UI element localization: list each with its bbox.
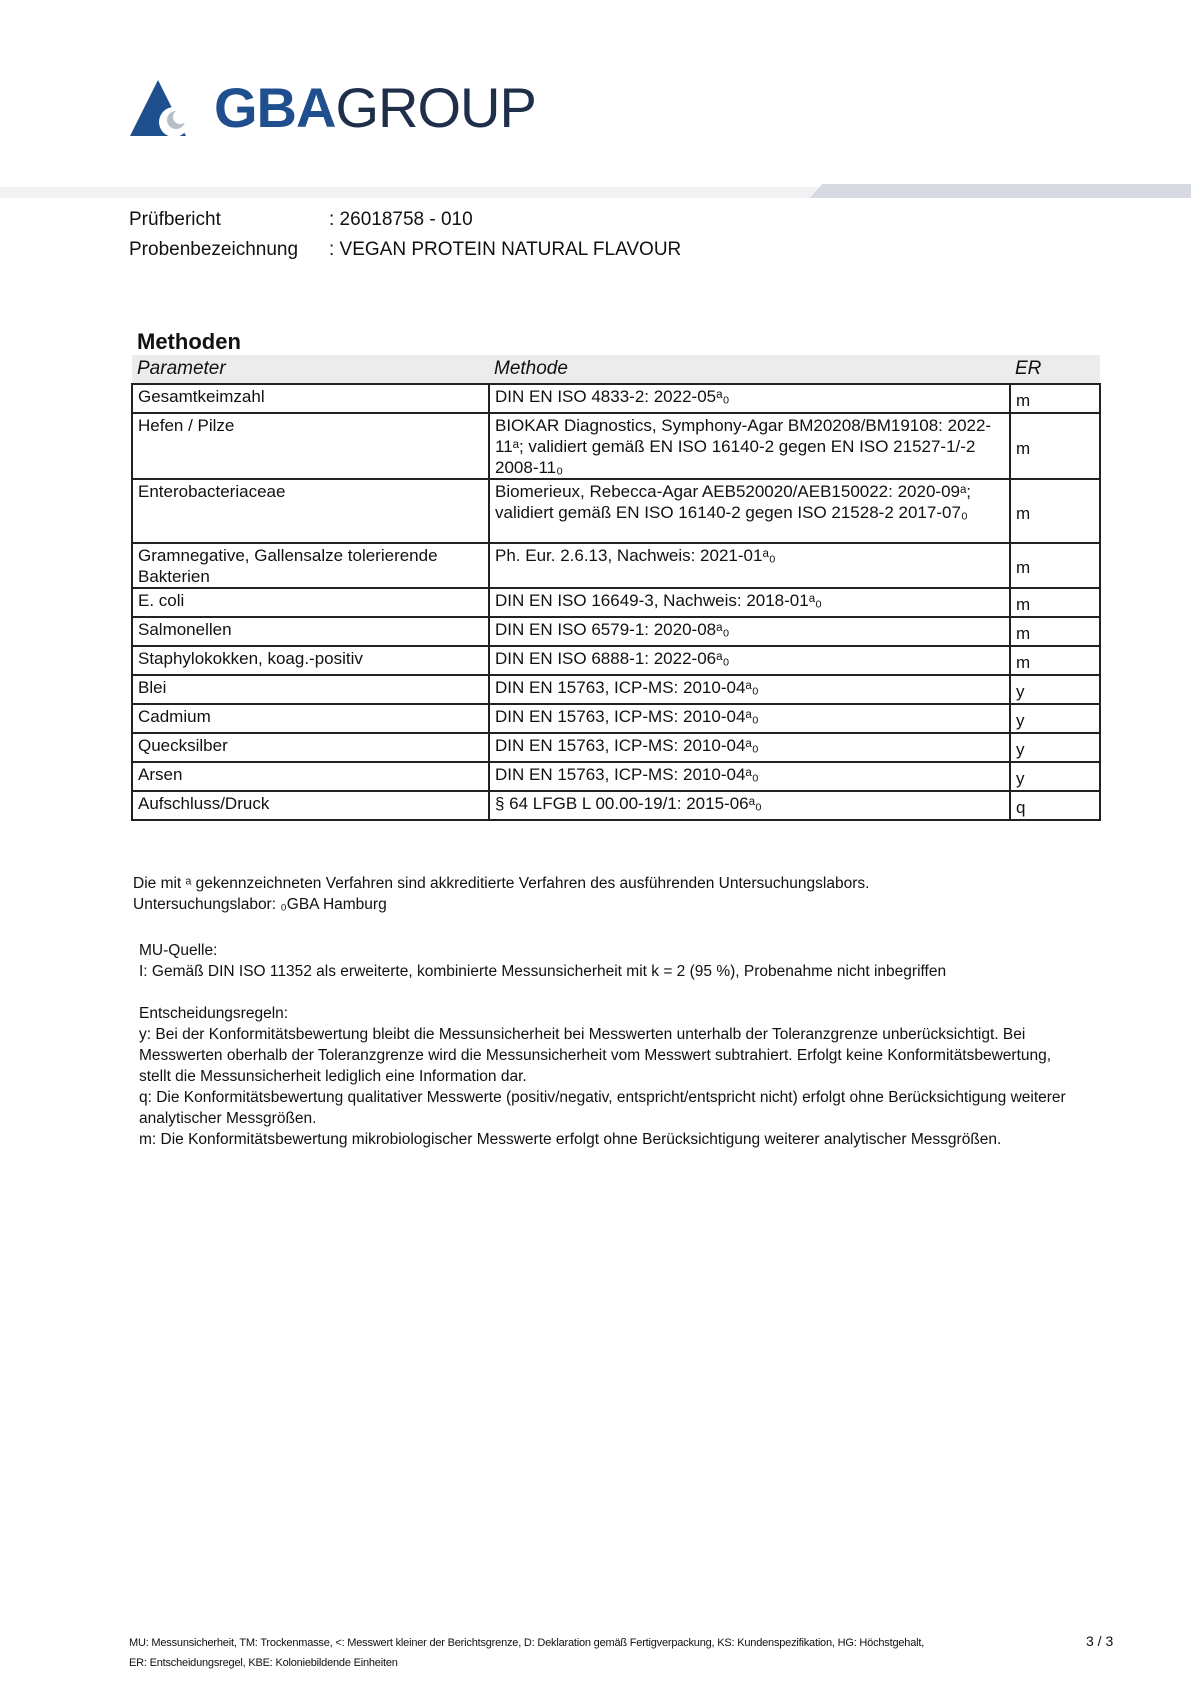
report-number-row <box>129 208 473 232</box>
header-divider-band <box>0 184 1191 198</box>
method-cell: DIN EN 15763, ICP-MS: 2010-04ᵃ₀ <box>489 733 1010 762</box>
table-row <box>132 675 1100 704</box>
er-cell: y <box>1010 704 1100 733</box>
parameter-cell: Gesamtkeimzahl <box>132 384 489 413</box>
table-row <box>132 704 1100 733</box>
footer-line-1: MU: Messunsicherheit, TM: Trockenmasse, <: Messwert kleiner der Berichtsgrenze, D: Deklaration gemäß Fertigverpackung, KS: Kundenspezifikation, HG: Höchstgehalt, <box>129 1637 925 1649</box>
table-row <box>132 791 1100 820</box>
method-cell: DIN EN ISO 4833-2: 2022-05ᵃ₀ <box>489 384 1010 413</box>
methods-table-wrap <box>131 355 1099 821</box>
method-cell: Biomerieux, Rebecca-Agar AEB520020/AEB150022: 2020-09ᵃ; validiert gemäß EN ISO 16140-2 gegen ISO 21528-2 2017-07₀ <box>489 479 1010 543</box>
decision-rule-y: y: Bei der Konformitätsbewertung bleibt die Messunsicherheit bei Messwerten unterhalb der Toleranzgrenze unberücksichtigt. Bei Messwerten oberhalb der Toleranzgrenze wird die Messunsicherheit vom Messwert subtrahiert. Erfolgt keine Konformitätsbewertung, stellt die Messunsicherheit lediglich eine Information dar. <box>139 1026 1052 1085</box>
accreditation-note: Die mit ᵃ gekennzeichneten Verfahren sind akkreditierte Verfahren des ausführenden Untersuchungslabors. <box>133 875 870 892</box>
table-row <box>132 384 1100 413</box>
footer-line-2: ER: Entscheidungsregel, KBE: Koloniebildende Einheiten <box>129 1657 398 1669</box>
footer-abbreviations <box>129 1633 1029 1673</box>
page-number: 3 / 3 <box>1086 1633 1114 1649</box>
method-cell: DIN EN ISO 6888-1: 2022-06ᵃ₀ <box>489 646 1010 675</box>
header-method: Methode <box>489 355 1010 384</box>
section-title: Methoden <box>137 329 241 354</box>
mu-source-title: MU-Quelle: <box>139 942 218 959</box>
method-cell: § 64 LFGB L 00.00-19/1: 2015-06ᵃ₀ <box>489 791 1010 820</box>
er-cell: m <box>1010 413 1100 479</box>
method-cell: DIN EN ISO 6579-1: 2020-08ᵃ₀ <box>489 617 1010 646</box>
parameter-cell: Enterobacteriaceae <box>132 479 489 543</box>
lab-note: Untersuchungslabor: ₀GBA Hamburg <box>133 896 387 913</box>
report-number-value: : 26018758 - 010 <box>329 209 473 230</box>
decision-rule-m: m: Die Konformitätsbewertung mikrobiologischer Messwerte erfolgt ohne Berücksichtigung weiterer analytischer Messgrößen. <box>139 1131 1002 1148</box>
er-cell: m <box>1010 588 1100 617</box>
parameter-cell: Aufschluss/Druck <box>132 791 489 820</box>
table-row <box>132 762 1100 791</box>
parameter-cell: Cadmium <box>132 704 489 733</box>
logo-text-bold: GBA <box>214 76 336 139</box>
er-cell: y <box>1010 762 1100 791</box>
table-row <box>132 646 1100 675</box>
method-cell: DIN EN ISO 16649-3, Nachweis: 2018-01ᵃ₀ <box>489 588 1010 617</box>
er-cell: m <box>1010 384 1100 413</box>
parameter-cell: Hefen / Pilze <box>132 413 489 479</box>
er-cell: q <box>1010 791 1100 820</box>
parameter-cell: Arsen <box>132 762 489 791</box>
sample-name-row <box>129 238 682 262</box>
method-cell: Ph. Eur. 2.6.13, Nachweis: 2021-01ᵃ₀ <box>489 543 1010 588</box>
er-cell: y <box>1010 733 1100 762</box>
table-header-row <box>132 355 1100 384</box>
header-er: ER <box>1010 355 1100 384</box>
table-row <box>132 588 1100 617</box>
sample-name-label: Probenbezeichnung <box>129 239 299 260</box>
parameter-cell: Gramnegative, Gallensalze tolerierende Bakterien <box>132 543 489 588</box>
er-cell: m <box>1010 543 1100 588</box>
parameter-cell: Blei <box>132 675 489 704</box>
er-cell: y <box>1010 675 1100 704</box>
method-cell: DIN EN 15763, ICP-MS: 2010-04ᵃ₀ <box>489 762 1010 791</box>
decision-rule-q: q: Die Konformitätsbewertung qualitativer Messwerte (positiv/negativ, entspricht/entspricht nicht) erfolgt ohne Berücksichtigung weiterer analytischer Messgrößen. <box>139 1089 1066 1127</box>
sample-name-value: : VEGAN PROTEIN NATURAL FLAVOUR <box>329 239 682 260</box>
parameter-cell: Salmonellen <box>132 617 489 646</box>
er-cell: m <box>1010 617 1100 646</box>
table-row <box>132 733 1100 762</box>
method-cell: DIN EN 15763, ICP-MS: 2010-04ᵃ₀ <box>489 704 1010 733</box>
parameter-cell: Quecksilber <box>132 733 489 762</box>
er-cell: m <box>1010 646 1100 675</box>
logo-wordmark <box>214 76 536 140</box>
table-row <box>132 479 1100 543</box>
methods-table <box>131 355 1101 821</box>
method-cell: DIN EN 15763, ICP-MS: 2010-04ᵃ₀ <box>489 675 1010 704</box>
report-number-label: Prüfbericht <box>129 209 221 230</box>
table-row <box>132 617 1100 646</box>
table-row <box>132 543 1100 588</box>
table-row <box>132 413 1100 479</box>
method-cell: BIOKAR Diagnostics, Symphony-Agar BM20208/BM19108: 2022-11ᵃ; validiert gemäß EN ISO 16140-2 gegen EN ISO 21527-1/-2 2008-11₀ <box>489 413 1010 479</box>
decision-rules-title: Entscheidungsregeln: <box>139 1005 289 1022</box>
parameter-cell: E. coli <box>132 588 489 617</box>
gba-triangle-logo-icon <box>128 78 200 138</box>
er-cell: m <box>1010 479 1100 543</box>
logo-text-light: GROUP <box>335 76 536 139</box>
parameter-cell: Staphylokokken, koag.-positiv <box>132 646 489 675</box>
header-parameter: Parameter <box>132 355 489 384</box>
mu-source-text: I: Gemäß DIN ISO 11352 als erweiterte, kombinierte Messunsicherheit mit k = 2 (95 %), Probenahme nicht inbegriffen <box>139 963 947 980</box>
gba-group-logo <box>128 76 568 140</box>
